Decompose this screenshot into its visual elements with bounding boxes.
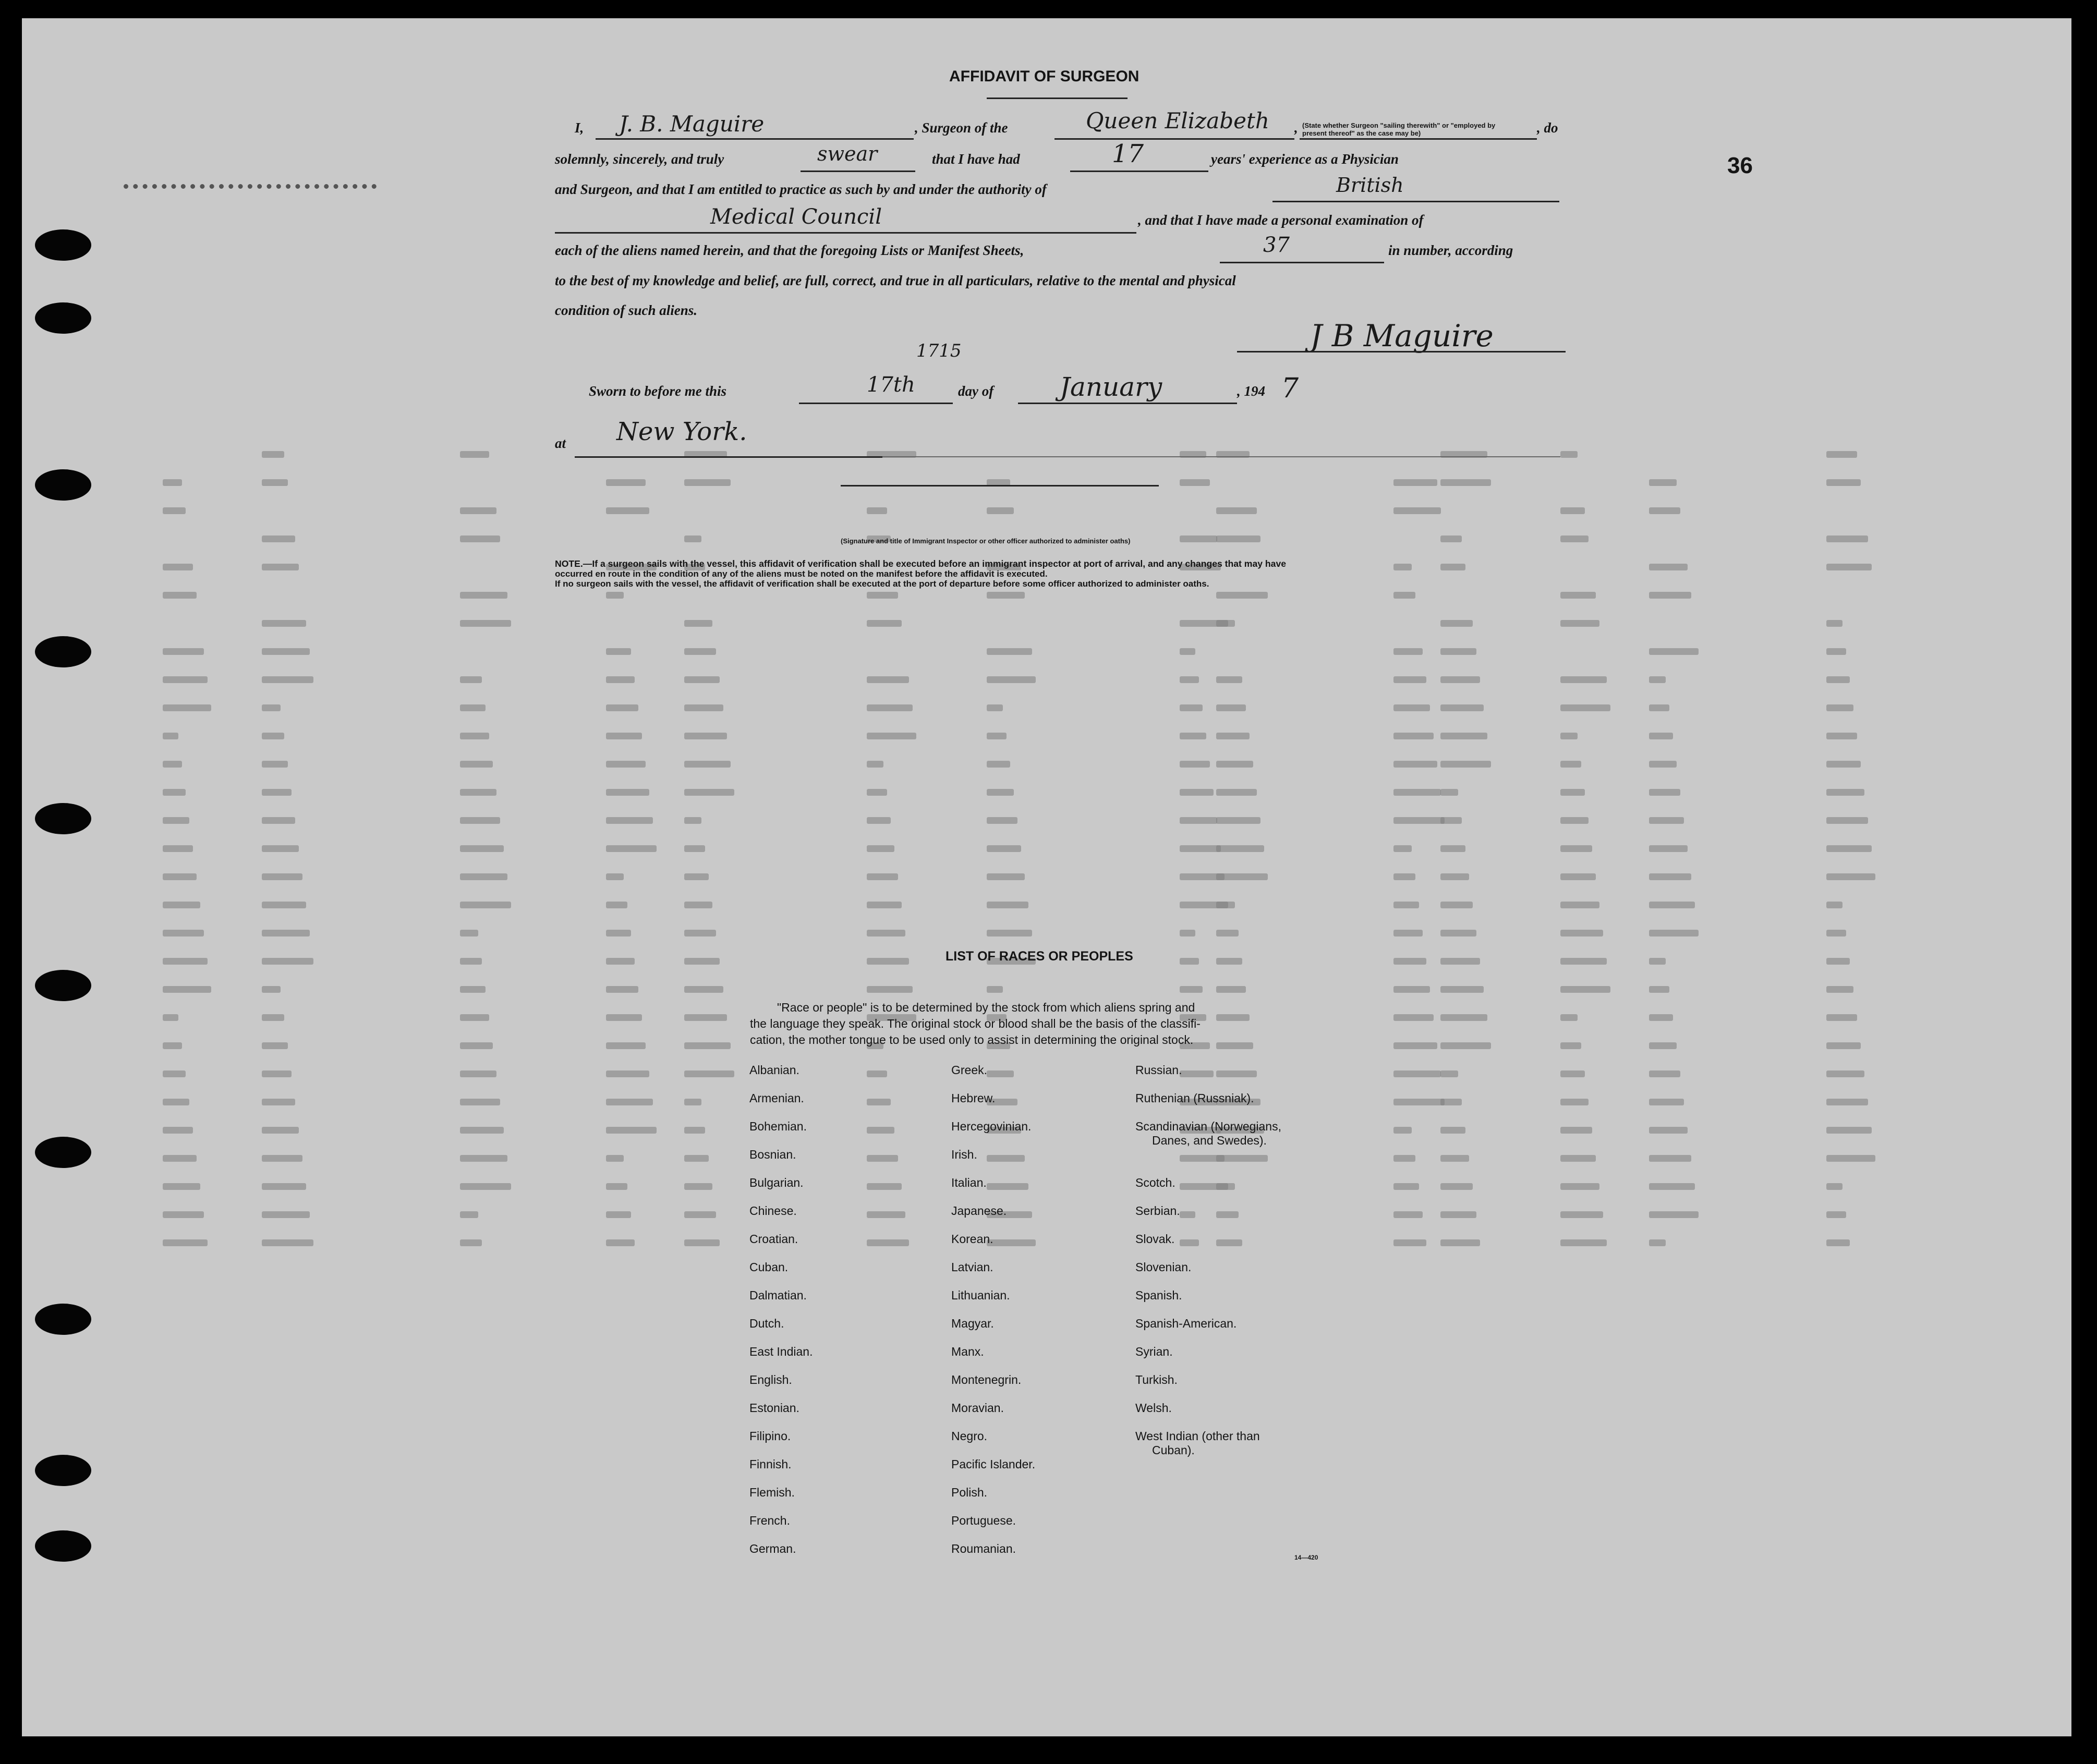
race-item: Japanese.: [951, 1204, 1007, 1218]
line1-comma: ,: [1294, 120, 1298, 136]
punch-hole: [35, 970, 91, 1001]
note-line-1: NOTE.—If a surgeon sails with the vessel, this affidavit of verification shall be executed before an immigrant inspector at port of arrival, and any changes that may have: [555, 558, 1287, 569]
oath-line: [801, 171, 915, 172]
race-item: Turkish.: [1135, 1373, 1178, 1386]
race-item: Spanish.: [1135, 1288, 1182, 1302]
at-place: New York.: [616, 417, 747, 446]
line1-middle: , Surgeon of the: [915, 120, 1008, 136]
race-item: Estonian.: [749, 1401, 799, 1415]
line5-prefix: each of the aliens named herein, and that the foregoing Lists or Manifest Sheets,: [555, 242, 1024, 258]
bleed-through-row: [163, 902, 1894, 913]
manifest-sheet: [22, 18, 2071, 1736]
line2-middle: that I have had: [932, 151, 1020, 167]
race-item: Cuban).: [1152, 1443, 1195, 1457]
surgeon-name: J. B. Maguire: [619, 111, 765, 137]
sworn-prefix: Sworn to before me this: [589, 383, 727, 399]
bleed-through-row: [163, 873, 1894, 885]
race-item: Bosnian.: [749, 1148, 796, 1161]
punch-hole: [35, 803, 91, 834]
race-item: Bulgarian.: [749, 1176, 804, 1189]
bleed-through-row: [163, 1239, 1894, 1251]
race-item: Roumanian.: [951, 1542, 1016, 1555]
sworn-day-line: [799, 403, 953, 404]
sworn-middle: day of: [958, 383, 994, 399]
title-underline: [987, 98, 1128, 99]
race-item: Montenegrin.: [951, 1373, 1022, 1386]
race-item: Slovak.: [1135, 1232, 1175, 1246]
punch-hole: [35, 1455, 91, 1486]
bleed-through-row: [163, 1099, 1894, 1110]
sworn-month: January: [1060, 372, 1162, 402]
race-item: Hebrew.: [951, 1091, 996, 1105]
race-item: Korean.: [951, 1232, 993, 1246]
bleed-through-row: [163, 761, 1894, 772]
bleed-through-row: [163, 1211, 1894, 1223]
race-item: Manx.: [951, 1345, 984, 1358]
race-item: Finnish.: [749, 1457, 792, 1471]
at-end-line: [882, 456, 1560, 457]
ship-name: Queen Elizabeth: [1086, 108, 1269, 133]
note-line-3: If no surgeon sails with the vessel, the affidavit of verification shall be executed at the port of departure before some officer authorized to administer oaths.: [555, 579, 1209, 589]
race-item: Scandinavian (Norwegians,: [1135, 1120, 1281, 1133]
note-line-2: occurred en route in the condition of any of the aliens must be noted on the manifest before the affidavit is executed.: [555, 569, 1048, 579]
race-item: Ruthenian (Russniak).: [1135, 1091, 1254, 1105]
bleed-through-row: [163, 733, 1894, 744]
race-item: Syrian.: [1135, 1345, 1173, 1358]
ship-line: [1054, 138, 1294, 140]
inspector-caption: (Signature and title of Immigrant Inspector or other officer authorized to administer oaths): [841, 537, 1131, 545]
sworn-year-digit: 7: [1281, 373, 1299, 404]
council-line: [555, 232, 1136, 234]
bleed-through-row: [163, 676, 1894, 688]
race-item: Portuguese.: [951, 1514, 1016, 1527]
council: Medical Council: [710, 205, 882, 229]
race-item: Spanish-American.: [1135, 1317, 1237, 1330]
authority: British: [1336, 174, 1404, 197]
bleed-through-row: [163, 620, 1894, 631]
race-item: Bohemian.: [749, 1120, 807, 1133]
at-place-line: [575, 456, 882, 458]
oath-word: swear: [817, 142, 878, 165]
line6: to the best of my knowledge and belief, are full, correct, and true in all particulars, relative to the mental and physical: [555, 273, 1236, 288]
punch-hole: [35, 1137, 91, 1168]
race-item: Flemish.: [749, 1486, 795, 1499]
race-item: Lithuanian.: [951, 1288, 1010, 1302]
race-item: Magyar.: [951, 1317, 994, 1330]
race-item: Negro.: [951, 1429, 988, 1443]
race-item: Hercegovinian.: [951, 1120, 1032, 1133]
affidavit-title: AFFIDAVIT OF SURGEON: [949, 68, 1140, 85]
line1-suffix: , do: [1537, 120, 1558, 136]
line3-prefix: and Surgeon, and that I am entitled to practice as such by and under the authority of: [555, 181, 1047, 197]
race-item: Chinese.: [749, 1204, 797, 1218]
sworn-month-line: [1018, 403, 1237, 404]
race-item: Slovenian.: [1135, 1260, 1192, 1274]
line7: condition of such aliens.: [555, 302, 698, 318]
race-item: Serbian.: [1135, 1204, 1180, 1218]
bleed-through-row: [163, 648, 1894, 660]
race-item: Cuban.: [749, 1260, 789, 1274]
bleed-through-row: [163, 930, 1894, 941]
race-item: Danes, and Swedes).: [1152, 1134, 1267, 1147]
race-item: Pacific Islander.: [951, 1457, 1036, 1471]
dotted-margin-line: [124, 184, 377, 189]
line2-suffix: years' experience as a Physician: [1211, 151, 1399, 167]
race-item: Moravian.: [951, 1401, 1004, 1415]
at-label: at: [555, 435, 566, 451]
years-line: [1070, 171, 1208, 172]
race-item: Dalmatian.: [749, 1288, 807, 1302]
bleed-through-row: [163, 1070, 1894, 1082]
race-item: Russian.: [1135, 1063, 1182, 1077]
sworn-year-prefix: , 194: [1237, 383, 1265, 399]
signature-line: [1237, 351, 1566, 352]
bleed-through-row: [163, 592, 1894, 603]
punch-hole: [35, 636, 91, 667]
bleed-through-row: [163, 1155, 1894, 1166]
page-number: 36: [1727, 153, 1753, 178]
race-item: Albanian.: [749, 1063, 799, 1077]
authority-line: [1272, 201, 1559, 202]
bleed-through-row: [163, 817, 1894, 829]
sheet-count-line: [1220, 262, 1384, 263]
sworn-day: 17th: [867, 373, 915, 397]
punch-hole: [35, 469, 91, 501]
bleed-through-row: [163, 789, 1894, 800]
ship-note: (State whether Surgeon "sailing therewith" or "employed by present thereof" as the case may be): [1302, 121, 1496, 137]
years-count: 17: [1112, 139, 1144, 168]
race-item: Polish.: [951, 1486, 988, 1499]
races-intro-1: "Race or people" is to be determined by the stock from which aliens spring and: [777, 1001, 1195, 1014]
races-intro-2: the language they speak. The original stock or blood shall be the basis of the classifi-: [750, 1017, 1201, 1030]
punch-hole: [35, 1530, 91, 1562]
form-number: 14—420: [1294, 1554, 1318, 1561]
bleed-through-row: [163, 1183, 1894, 1195]
line5-suffix: in number, according: [1388, 242, 1513, 258]
line4-suffix: , and that I have made a personal examination of: [1138, 212, 1424, 228]
race-item: Welsh.: [1135, 1401, 1172, 1415]
race-item: Scotch.: [1135, 1176, 1175, 1189]
punch-hole: [35, 302, 91, 334]
race-item: Latvian.: [951, 1260, 993, 1274]
bleed-through-row: [163, 845, 1894, 857]
line2-prefix: solemnly, sincerely, and truly: [555, 151, 724, 167]
sheet-count: 37: [1263, 233, 1290, 257]
race-item: English.: [749, 1373, 792, 1386]
race-item: East Indian.: [749, 1345, 813, 1358]
bleed-through-row: [163, 704, 1894, 716]
punch-hole: [35, 229, 91, 261]
bleed-through-row: [163, 507, 1894, 519]
line1-end-line: [1300, 138, 1537, 140]
punch-hole: [35, 1304, 91, 1335]
bleed-through-row: [163, 986, 1894, 997]
race-item: Greek.: [951, 1063, 988, 1077]
race-item: German.: [749, 1542, 796, 1555]
race-item: Armenian.: [749, 1091, 804, 1105]
sworn-day-correction: 1715: [916, 340, 962, 361]
race-item: Italian.: [951, 1176, 987, 1189]
race-item: Dutch.: [749, 1317, 784, 1330]
inspector-signature-line: [841, 485, 1159, 486]
races-intro-3: cation, the mother tongue to be used only to assist in determining the original stock.: [750, 1033, 1194, 1047]
surgeon-name-line: [596, 138, 914, 140]
surgeon-signature: J B Maguire: [1310, 318, 1494, 354]
race-item: French.: [749, 1514, 790, 1527]
line1-prefix: I,: [575, 120, 584, 136]
race-item: Croatian.: [749, 1232, 798, 1246]
race-item: Filipino.: [749, 1429, 791, 1443]
race-item: Irish.: [951, 1148, 977, 1161]
race-item: West Indian (other than: [1135, 1429, 1260, 1443]
races-title: LIST OF RACES OR PEOPLES: [946, 949, 1133, 964]
